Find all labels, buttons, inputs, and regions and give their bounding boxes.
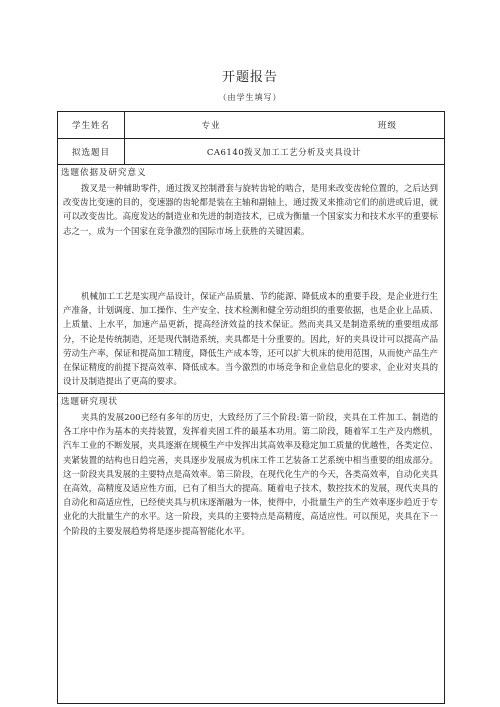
basis-paragraph-1: 拨叉是一种辅助零件，通过拨叉控制滑套与旋转齿轮的啮合，是用来改变齿轮位置的，之后达到改变齿比变速的目的，变速器的齿轮都是装在主轴和副轴上，通过拨叉来推动它们的前进或后退，就可以改变齿比。高度发达的制造业和先进的制造技术，已成为衡量一个国家实力和技术水平的重要标志之一，成为一个国家在竞争激烈的国际市场上获胜的关键因素。 [63,184,439,237]
basis-paragraph-2: 机械加工工艺是实现产品设计，保证产品质量、节约能源、降低成本的重要手段，是企业进行生产准备，计划调度、加工操作、生产安全、技术检测和健全劳动组织的重要依据，也是企业上品质、上质量、上水平，加速产品更新，提高经济效益的技术保证。然而夹具又是制造系统的重要组成部分，不论是传统制造，还是现代制造系统，夹具都是十分重要的。因此，好的夹具设计可以提高产品劳动生产率，保证和提高加工精度，降低生产成本等，还可以扩大机床的使用范围，从而使产品生产在保证精度的前提下提高效率、降低成本。当今激烈的市场竞争和企业信息化的要求，企业对夹具的设计及制造提出了更高的要求。 [63,292,439,388]
student-name-label: 学生姓名 [71,121,110,131]
major-value[interactable] [228,112,378,138]
report-subtitle: （由学生填写） [218,93,282,102]
basis-section [58,165,444,394]
basis-heading: 选题依据及研究意义 [61,168,147,178]
topic-row [58,139,444,165]
student-name-value[interactable] [124,112,194,138]
class-label: 班级 [378,121,398,131]
topic-value[interactable]: CA6140拨叉加工工艺分析及夹具设计 [206,147,362,158]
major-label: 专业 [201,121,221,131]
status-paragraph-1: 夹具的发展200已经有多年的历史，大致经历了三个阶段:第一阶段，夹具在工件加工、制造的各工序中作为基本的夹持装置，发挥着夹固工件的最基本功用。第二阶段，随着军工生产及内燃机，汽车工业的不断发展，夹具逐渐在规模生产中发挥出其高效率及稳定加工质量的优越性，各类定位、夹紧装置的结构也日趋完善，夹具逐步发展成为机床工件工艺装备工艺系统中相当重要的组成部分。这一阶段夹具发展的主要特点是高效率。第三阶段，在现代化生产的今天，各类高效率，自动化夹具在高效，高精度及适应性方面，已有了相当大的提高。随着电子技术，数控技术的发展，现代夹具的自动化和高适应性，已经使夹具与机床逐渐融为一体，使得中，小批量生产的生产效率逐步趋近于专业化的大批量生产的水平。这一阶段，夹具的主要特点是高精度，高适应性。可以预见，夹具在下一个阶段的主要发展趋势将是逐步提高智能化水平。 [63,413,438,537]
status-section [58,394,444,703]
topic-label: 拟选题目 [71,147,110,158]
status-heading: 选题研究现状 [61,397,119,407]
report-form-table [57,111,445,704]
report-title: 开题报告 [221,70,278,85]
student-info-row [58,112,444,139]
